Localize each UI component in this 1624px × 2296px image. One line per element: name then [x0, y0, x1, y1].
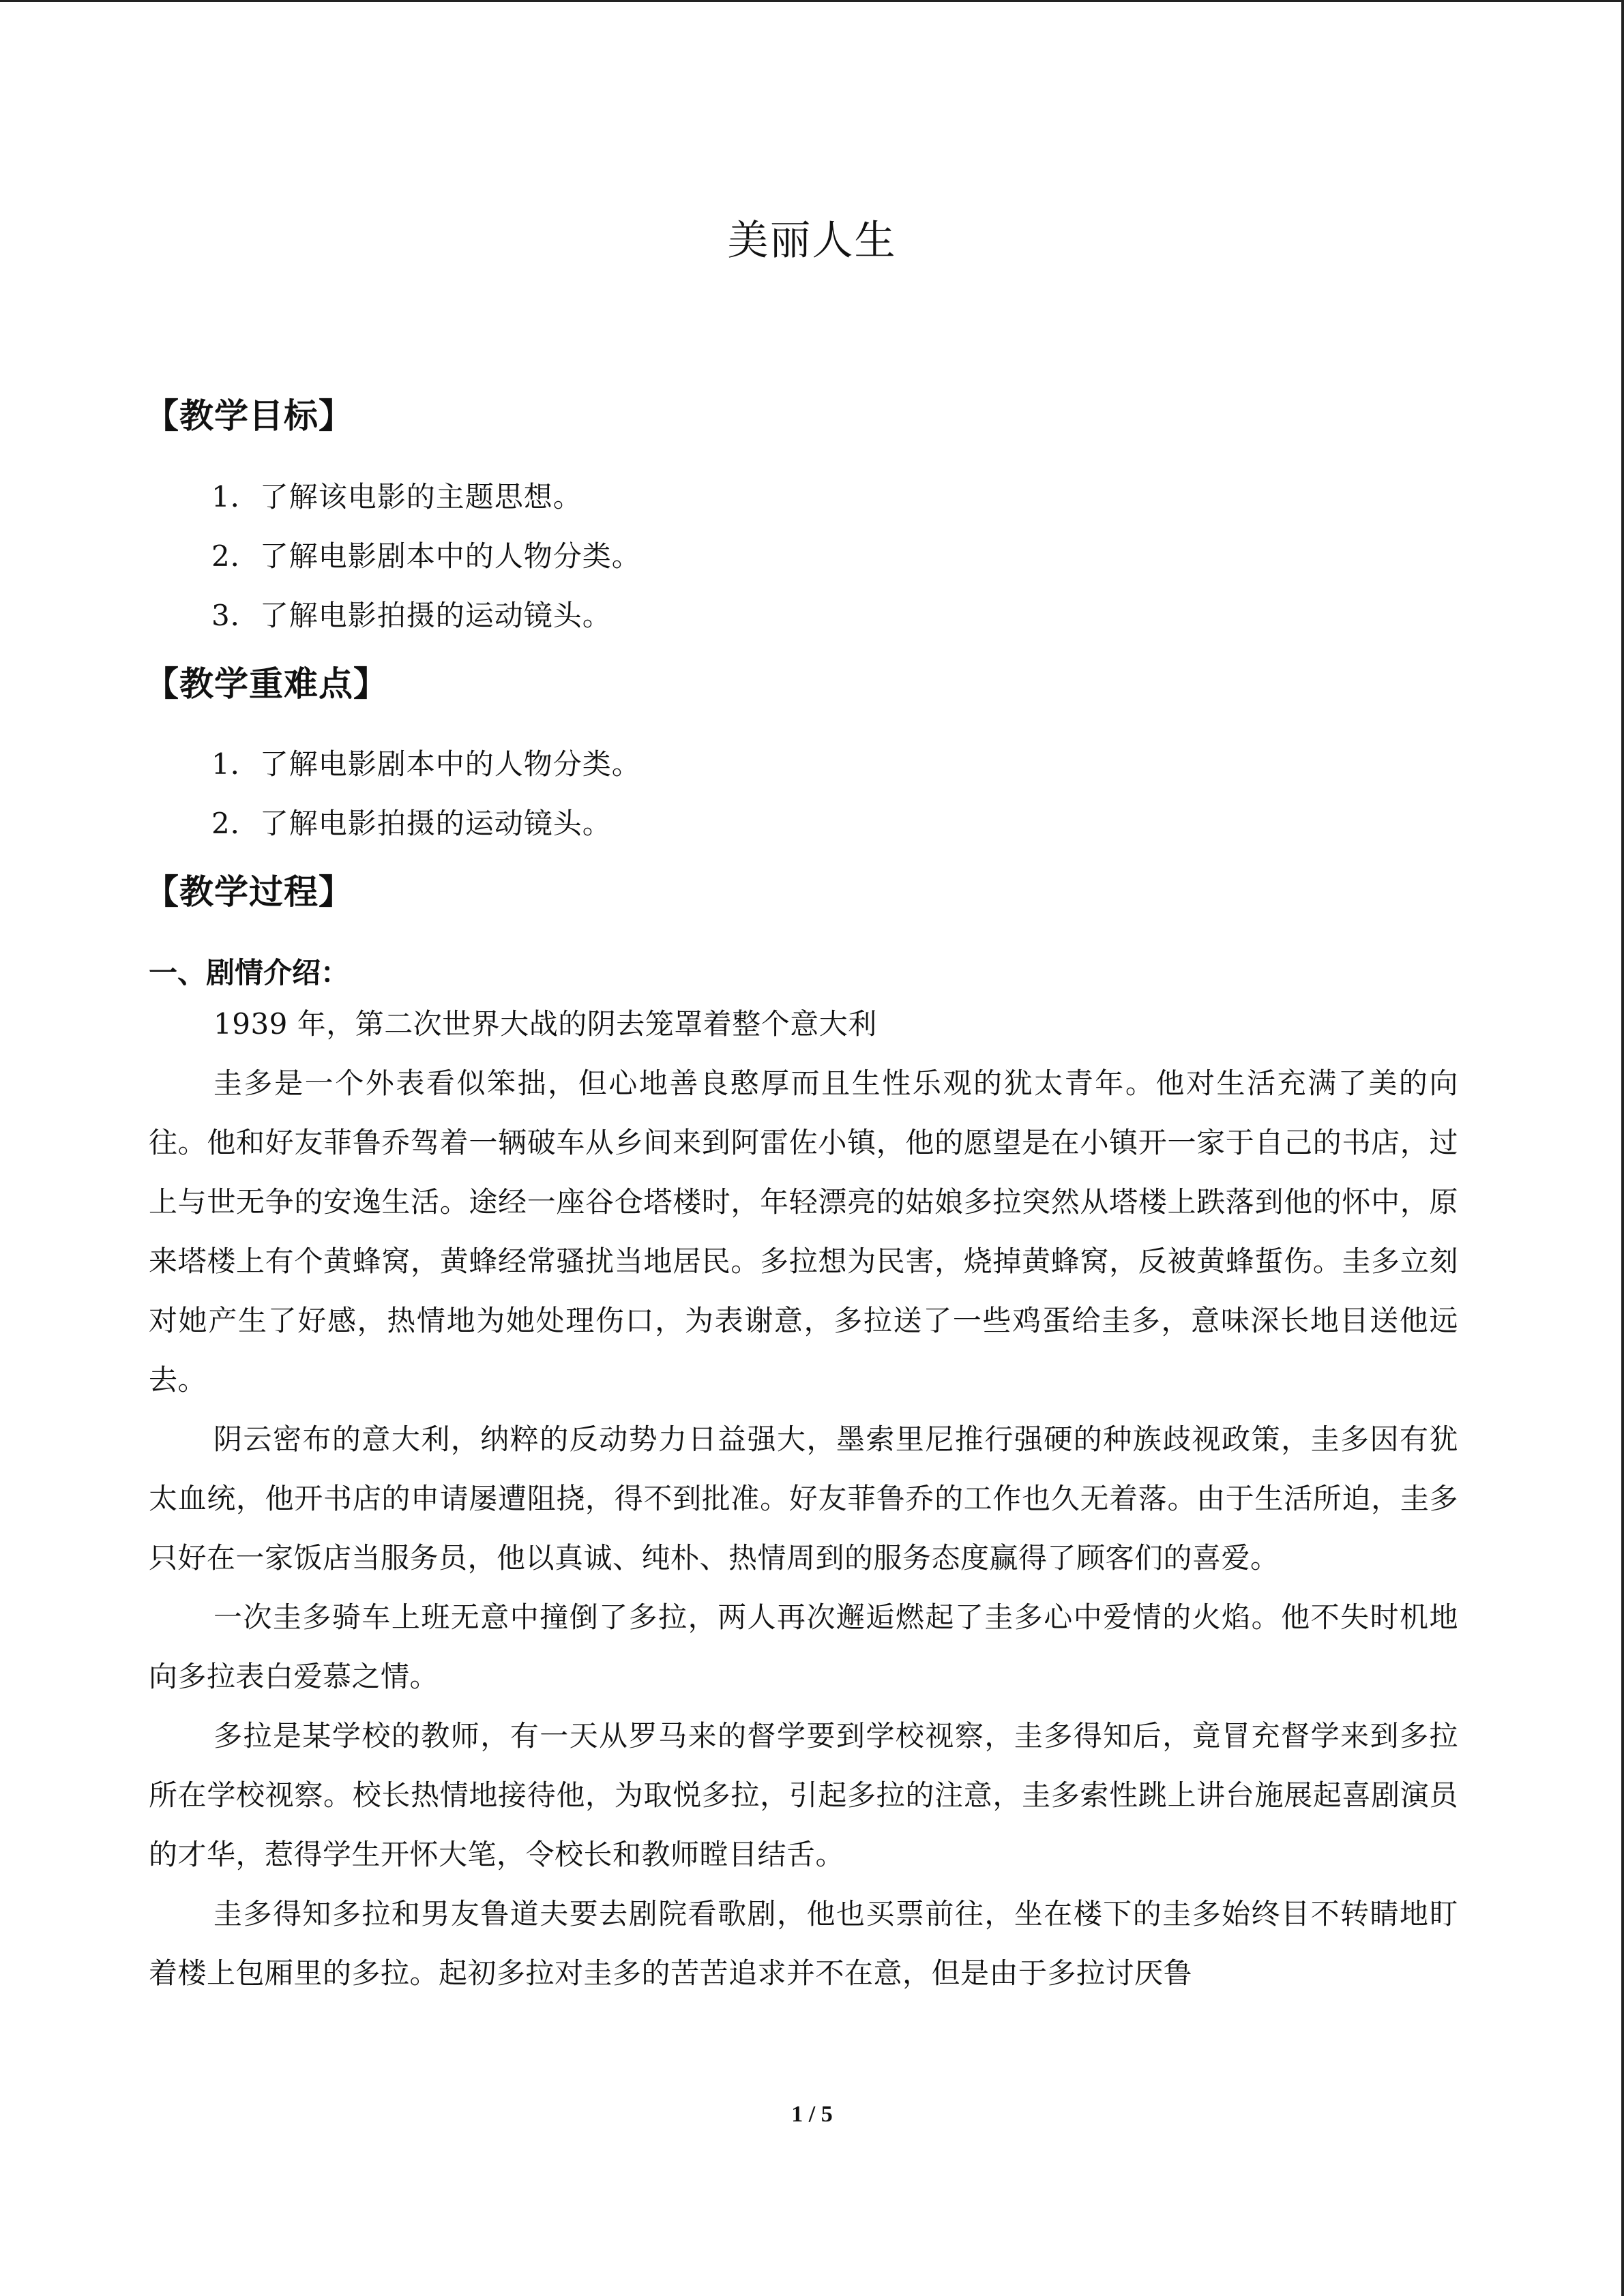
plot-paragraph-2: 圭多是一个外表看似笨拙，但心地善良憨厚而且生性乐观的犹太青年。他对生活充满了美的向往。他和好友菲鲁乔驾着一辆破车从乡间来到阿雷佐小镇，他的愿望是在小镇开一家于自己的书店，过上与世无争的安逸生活。途经一座谷仓塔楼时，年轻漂亮的姑娘多拉突然从塔楼上跌落到他的怀中，原来塔楼上有个黄蜂窝，黄蜂经常骚扰当地居民。多拉想为民害，烧掉黄蜂窝，反被黄蜂蜇伤。圭多立刻对她产生了好感，热情地为她处理伤口，为表谢意，多拉送了一些鸡蛋给圭多，意味深长地目送他远去。	[149, 1067, 1458, 1397]
plot-paragraph-3: 阴云密布的意大利，纳粹的反动势力日益强大，墨索里尼推行强硬的种族歧视政策，圭多因有犹太血统，他开书店的申请屡遭阻挠，得不到批准。好友菲鲁乔的工作也久无着落。由于生活所迫，圭多只好在一家饭店当服务员，他以真诚、纯朴、热情周到的服务态度赢得了顾客们的喜爱。	[149, 1422, 1458, 1575]
plot-paragraph-5: 多拉是某学校的教师，有一天从罗马来的督学要到学校视察，圭多得知后，竟冒充督学来到多拉所在学校视察。校长热情地接待他，为取悦多拉，引起多拉的注意，圭多索性跳上讲台施展起喜剧演员的才华，惹得学生开怀大笔，令校长和教师瞠目结舌。	[149, 1719, 1458, 1871]
plot-paragraph-6: 圭多得知多拉和男友鲁道夫要去剧院看歌剧，他也买票前往，坐在楼下的圭多始终目不转睛地盯着楼上包厢里的多拉。起初多拉对圭多的苦苦追求并不在意，但是由于多拉讨厌鲁	[149, 1897, 1458, 1990]
plot-paragraph-1: 1939 年，第二次世界大战的阴去笼罩着整个意大利	[213, 1007, 877, 1041]
page-number: 1 / 5	[791, 2102, 833, 2127]
objective-item-3: 3．了解电影拍摄的运动镜头。	[211, 599, 612, 632]
plot-body	[149, 994, 1458, 2003]
subheading-plot-intro: 一、剧情介绍：	[149, 956, 350, 989]
key-point-item-2: 2．了解电影拍摄的运动镜头。	[211, 807, 612, 840]
objective-item-2: 2．了解电影剧本中的人物分类。	[211, 539, 641, 573]
section-heading-key-points: 【教学重难点】	[145, 664, 388, 704]
top-border-line	[0, 0, 1624, 2]
objective-item-1: 1．了解该电影的主题思想。	[211, 480, 582, 513]
document-title: 美丽人生	[727, 217, 897, 265]
right-border-line	[1621, 0, 1624, 2296]
key-point-item-1: 1．了解电影剧本中的人物分类。	[211, 747, 641, 781]
section-heading-process: 【教学过程】	[145, 872, 353, 912]
plot-paragraph-4: 一次圭多骑车上班无意中撞倒了多拉，两人再次邂逅燃起了圭多心中爱情的火焰。他不失时机地向多拉表白爱慕之情。	[149, 1600, 1458, 1693]
section-heading-objectives: 【教学目标】	[145, 396, 353, 436]
